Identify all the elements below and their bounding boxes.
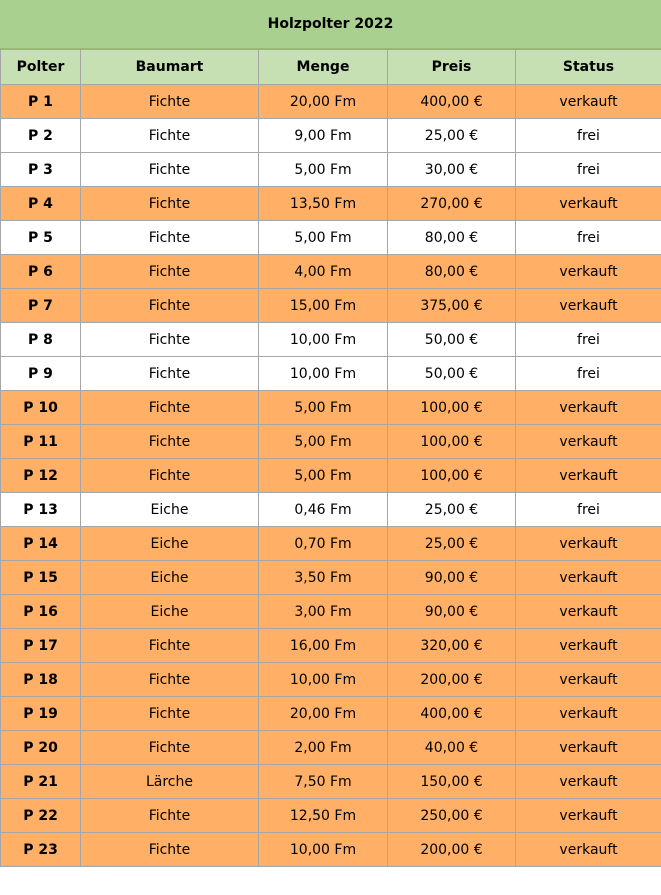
cell-baumart: Fichte	[81, 85, 259, 119]
table-row	[1, 629, 661, 663]
table-row	[1, 119, 661, 153]
table-row	[1, 85, 661, 119]
header-menge: Menge	[259, 50, 388, 85]
cell-menge: 5,00 Fm	[259, 391, 388, 425]
cell-preis: 400,00 €	[388, 85, 516, 119]
table-row	[1, 289, 661, 323]
cell-preis: 40,00 €	[388, 731, 516, 765]
cell-baumart: Fichte	[81, 255, 259, 289]
cell-status: verkauft	[516, 459, 661, 493]
cell-polter: P 4	[1, 187, 81, 221]
cell-polter: P 1	[1, 85, 81, 119]
cell-preis: 50,00 €	[388, 323, 516, 357]
cell-baumart: Fichte	[81, 153, 259, 187]
cell-preis: 270,00 €	[388, 187, 516, 221]
cell-baumart: Eiche	[81, 595, 259, 629]
table-body	[1, 85, 661, 867]
cell-preis: 50,00 €	[388, 357, 516, 391]
cell-menge: 10,00 Fm	[259, 833, 388, 867]
cell-polter: P 16	[1, 595, 81, 629]
cell-polter: P 7	[1, 289, 81, 323]
cell-status: verkauft	[516, 629, 661, 663]
cell-baumart: Fichte	[81, 289, 259, 323]
cell-preis: 320,00 €	[388, 629, 516, 663]
table-row	[1, 765, 661, 799]
cell-polter: P 5	[1, 221, 81, 255]
polter-table	[0, 49, 661, 867]
cell-status: frei	[516, 493, 661, 527]
table-row	[1, 527, 661, 561]
table-row	[1, 153, 661, 187]
cell-baumart: Fichte	[81, 357, 259, 391]
cell-polter: P 20	[1, 731, 81, 765]
cell-menge: 15,00 Fm	[259, 289, 388, 323]
cell-status: verkauft	[516, 595, 661, 629]
cell-preis: 25,00 €	[388, 119, 516, 153]
cell-menge: 7,50 Fm	[259, 765, 388, 799]
table-row	[1, 255, 661, 289]
cell-preis: 150,00 €	[388, 765, 516, 799]
cell-preis: 100,00 €	[388, 425, 516, 459]
cell-baumart: Fichte	[81, 663, 259, 697]
cell-baumart: Fichte	[81, 119, 259, 153]
cell-baumart: Eiche	[81, 493, 259, 527]
cell-status: verkauft	[516, 289, 661, 323]
cell-menge: 9,00 Fm	[259, 119, 388, 153]
cell-menge: 10,00 Fm	[259, 323, 388, 357]
cell-menge: 4,00 Fm	[259, 255, 388, 289]
header-row	[1, 50, 661, 85]
cell-polter: P 12	[1, 459, 81, 493]
cell-polter: P 13	[1, 493, 81, 527]
cell-polter: P 8	[1, 323, 81, 357]
cell-menge: 3,00 Fm	[259, 595, 388, 629]
cell-status: verkauft	[516, 765, 661, 799]
table-row	[1, 493, 661, 527]
header-baumart: Baumart	[81, 50, 259, 85]
cell-status: verkauft	[516, 833, 661, 867]
table-row	[1, 459, 661, 493]
cell-polter: P 14	[1, 527, 81, 561]
cell-status: frei	[516, 153, 661, 187]
cell-preis: 100,00 €	[388, 459, 516, 493]
table-row	[1, 357, 661, 391]
cell-status: frei	[516, 323, 661, 357]
cell-menge: 13,50 Fm	[259, 187, 388, 221]
cell-baumart: Eiche	[81, 561, 259, 595]
cell-status: verkauft	[516, 561, 661, 595]
cell-baumart: Fichte	[81, 459, 259, 493]
cell-preis: 100,00 €	[388, 391, 516, 425]
table-row	[1, 425, 661, 459]
cell-status: verkauft	[516, 255, 661, 289]
table-row	[1, 187, 661, 221]
cell-status: verkauft	[516, 391, 661, 425]
cell-polter: P 18	[1, 663, 81, 697]
cell-status: frei	[516, 119, 661, 153]
cell-baumart: Fichte	[81, 221, 259, 255]
cell-polter: P 11	[1, 425, 81, 459]
cell-polter: P 6	[1, 255, 81, 289]
cell-preis: 25,00 €	[388, 527, 516, 561]
table-row	[1, 221, 661, 255]
cell-preis: 90,00 €	[388, 595, 516, 629]
cell-status: frei	[516, 357, 661, 391]
cell-polter: P 22	[1, 799, 81, 833]
cell-baumart: Fichte	[81, 731, 259, 765]
cell-status: verkauft	[516, 425, 661, 459]
cell-baumart: Fichte	[81, 425, 259, 459]
table-row	[1, 391, 661, 425]
cell-status: verkauft	[516, 799, 661, 833]
cell-polter: P 3	[1, 153, 81, 187]
table-row	[1, 561, 661, 595]
cell-preis: 200,00 €	[388, 663, 516, 697]
cell-baumart: Fichte	[81, 323, 259, 357]
cell-polter: P 2	[1, 119, 81, 153]
cell-menge: 0,70 Fm	[259, 527, 388, 561]
cell-status: verkauft	[516, 85, 661, 119]
cell-status: verkauft	[516, 663, 661, 697]
table-row	[1, 663, 661, 697]
cell-menge: 10,00 Fm	[259, 357, 388, 391]
header-polter: Polter	[1, 50, 81, 85]
cell-status: verkauft	[516, 697, 661, 731]
cell-menge: 20,00 Fm	[259, 697, 388, 731]
cell-menge: 2,00 Fm	[259, 731, 388, 765]
cell-polter: P 21	[1, 765, 81, 799]
cell-preis: 30,00 €	[388, 153, 516, 187]
cell-polter: P 23	[1, 833, 81, 867]
cell-menge: 16,00 Fm	[259, 629, 388, 663]
cell-status: verkauft	[516, 731, 661, 765]
cell-preis: 80,00 €	[388, 221, 516, 255]
cell-baumart: Fichte	[81, 799, 259, 833]
cell-polter: P 15	[1, 561, 81, 595]
cell-menge: 5,00 Fm	[259, 459, 388, 493]
table-row	[1, 731, 661, 765]
cell-preis: 25,00 €	[388, 493, 516, 527]
cell-polter: P 9	[1, 357, 81, 391]
cell-polter: P 19	[1, 697, 81, 731]
cell-status: frei	[516, 221, 661, 255]
cell-preis: 375,00 €	[388, 289, 516, 323]
cell-menge: 10,00 Fm	[259, 663, 388, 697]
cell-baumart: Fichte	[81, 187, 259, 221]
cell-preis: 400,00 €	[388, 697, 516, 731]
cell-menge: 12,50 Fm	[259, 799, 388, 833]
cell-baumart: Fichte	[81, 629, 259, 663]
table-row	[1, 697, 661, 731]
header-status: Status	[516, 50, 661, 85]
cell-preis: 90,00 €	[388, 561, 516, 595]
cell-baumart: Fichte	[81, 833, 259, 867]
cell-polter: P 17	[1, 629, 81, 663]
cell-baumart: Fichte	[81, 697, 259, 731]
cell-baumart: Fichte	[81, 391, 259, 425]
cell-preis: 80,00 €	[388, 255, 516, 289]
cell-menge: 5,00 Fm	[259, 425, 388, 459]
cell-menge: 5,00 Fm	[259, 221, 388, 255]
table-title: Holzpolter 2022	[0, 0, 661, 49]
cell-preis: 250,00 €	[388, 799, 516, 833]
cell-baumart: Eiche	[81, 527, 259, 561]
cell-menge: 3,50 Fm	[259, 561, 388, 595]
table-row	[1, 833, 661, 867]
table-row	[1, 323, 661, 357]
cell-menge: 0,46 Fm	[259, 493, 388, 527]
cell-baumart: Lärche	[81, 765, 259, 799]
cell-menge: 5,00 Fm	[259, 153, 388, 187]
cell-menge: 20,00 Fm	[259, 85, 388, 119]
cell-polter: P 10	[1, 391, 81, 425]
cell-status: verkauft	[516, 527, 661, 561]
cell-preis: 200,00 €	[388, 833, 516, 867]
header-preis: Preis	[388, 50, 516, 85]
table-row	[1, 799, 661, 833]
table-row	[1, 595, 661, 629]
cell-status: verkauft	[516, 187, 661, 221]
